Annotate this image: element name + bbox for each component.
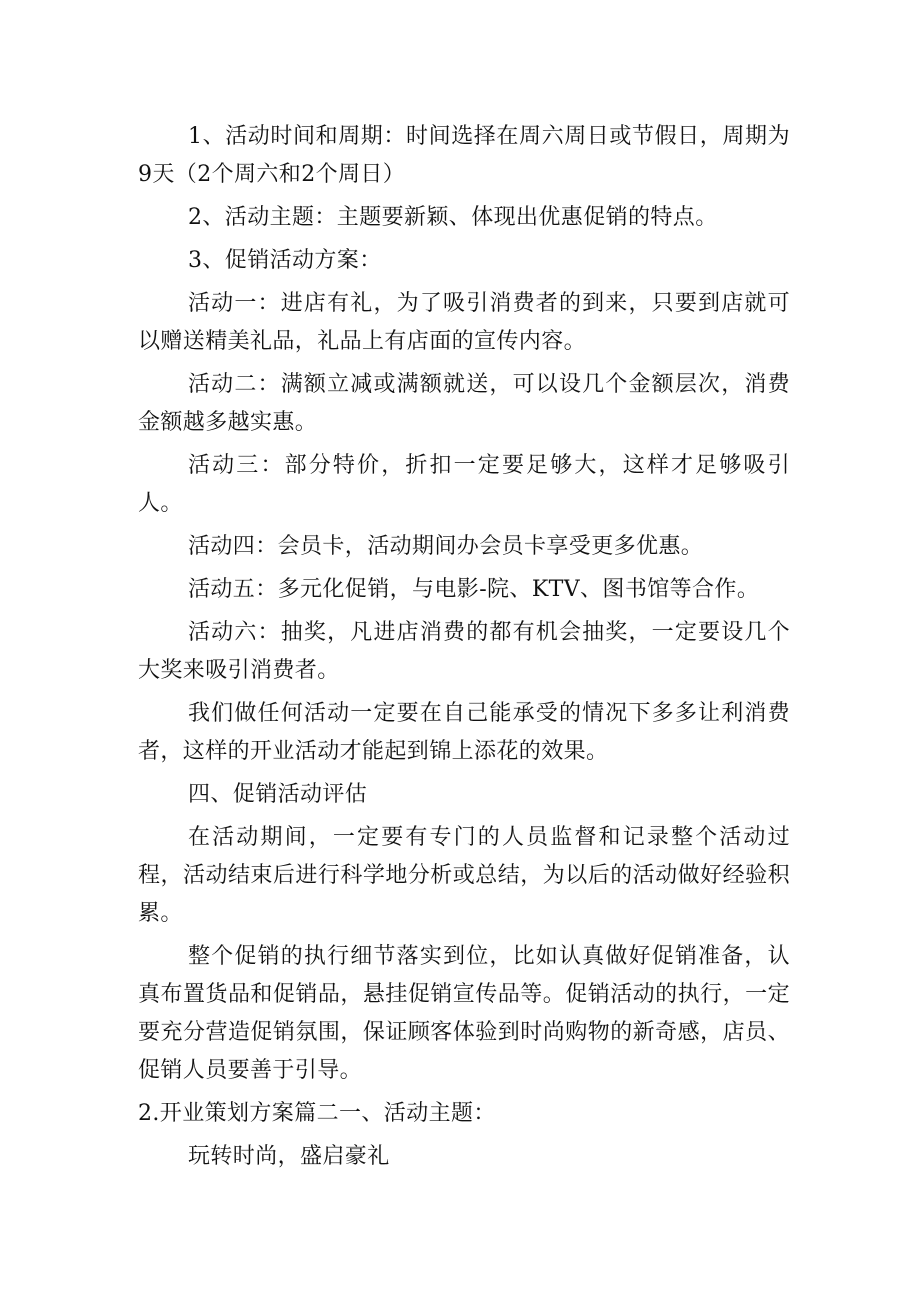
paragraph-activity-six: 活动六：抽奖，凡进店消费的都有机会抽奖，一定要设几个大奖来吸引消费者。 [138,620,790,683]
paragraph-activity-period: 1、活动时间和周期：时间选择在周六周日或节假日，周期为9天（2个周六和2个周日） [138,124,790,187]
paragraph-plan-two-theme: 玩转时尚，盛启豪礼 [188,1144,390,1169]
paragraph-activity-five: 活动五：多元化促销，与电影-院、KTV、图书馆等合作。 [188,577,760,602]
paragraph-evaluation-monitoring: 在活动期间，一定要有专门的人员监督和记录整个活动过程，活动结束后进行科学地分析或总结，为以后的活动做好经验积累。 [138,825,790,926]
paragraph-profit-sharing: 我们做任何活动一定要在自己能承受的情况下多多让利消费者，这样的开业活动才能起到锦上添花的效果。 [138,701,790,764]
paragraph-activity-two: 活动二：满额立减或满额就送，可以设几个金额层次，消费金额越多越实惠。 [138,372,790,435]
section-heading-plan-two: 2.开业策划方案篇二一、活动主题： [138,1101,496,1126]
paragraph-activity-one: 活动一：进店有礼，为了吸引消费者的到来，只要到店就可以赠送精美礼品，礼品上有店面的宣传内容。 [138,291,790,354]
section-heading-evaluation: 四、促销活动评估 [188,782,368,807]
paragraph-activity-three: 活动三：部分特价，折扣一定要足够大，这样才足够吸引人。 [138,453,790,516]
paragraph-activity-four: 活动四：会员卡，活动期间办会员卡享受更多优惠。 [188,534,704,559]
paragraph-execution-details: 整个促销的执行细节落实到位，比如认真做好促销准备，认真布置货品和促销品，悬挂促销宣传品等。促销活动的执行，一定要充分营造促销氛围，保证顾客体验到时尚购物的新奇感，店员、促销人员要善于引导。 [138,944,790,1083]
paragraph-activity-theme: 2、活动主题：主题要新颖、体现出优惠促销的特点。 [188,205,718,230]
document-body [138,118,790,1181]
paragraph-promotion-plan-heading: 3、促销活动方案： [188,248,382,273]
